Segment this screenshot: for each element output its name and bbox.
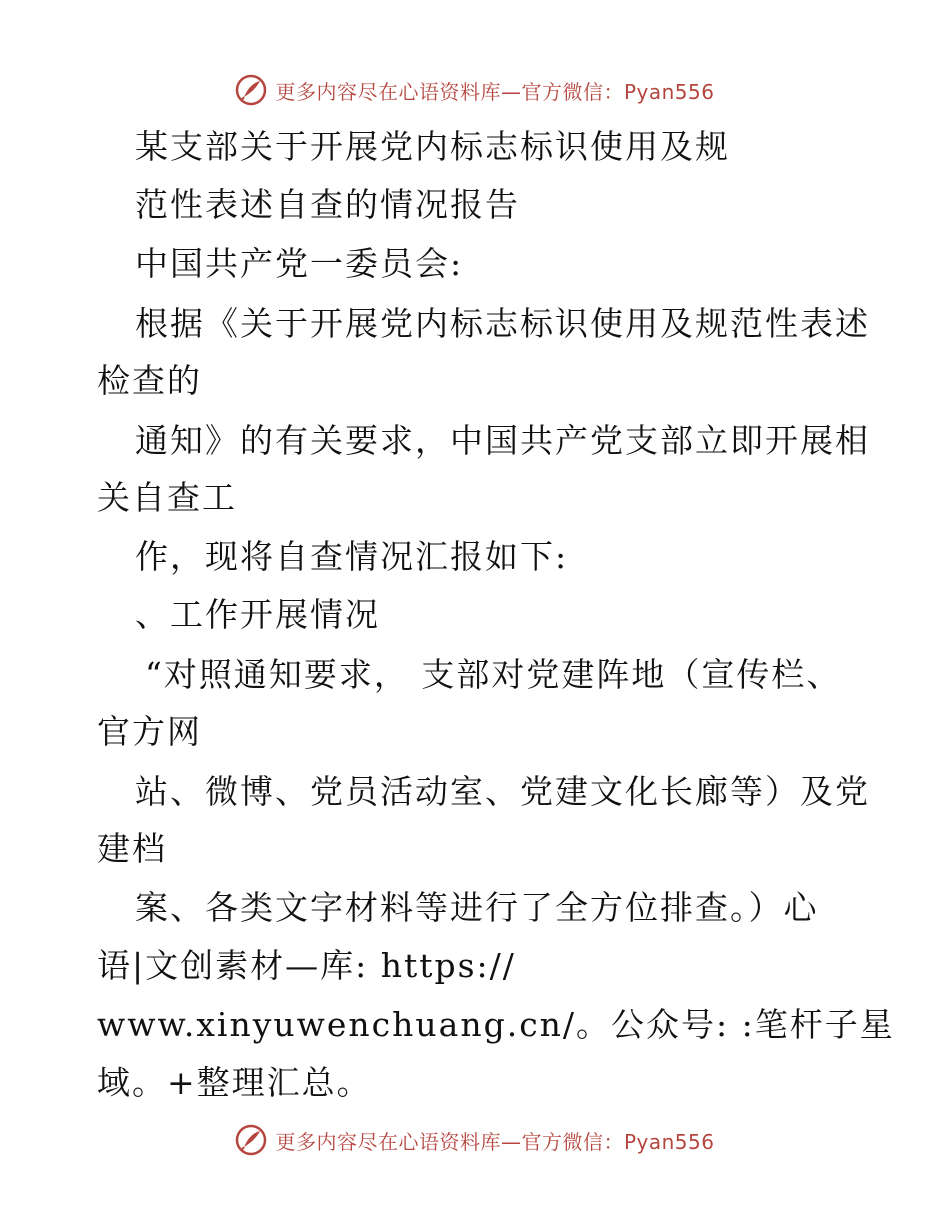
document-title-line-1: 某支部关于开展党内标志标识使用及规 — [135, 127, 730, 166]
quill-pen-logo-icon — [235, 1124, 267, 1156]
paragraph-line: 站、微博、党员活动室、党建文化长廊等）及党 — [135, 772, 870, 811]
paragraph-line: 检查的 — [97, 361, 202, 400]
paragraph-line: 根据《关于开展党内标志标识使用及规范性表述 — [135, 304, 870, 343]
footer-banner — [0, 1120, 950, 1160]
paragraph-line: “对照通知要求， 支部对党建阵地（宣传栏、 — [145, 655, 842, 694]
document-addressee: 中国共产党一委员会: — [135, 244, 464, 283]
paragraph-line: 关自查工 — [97, 478, 237, 517]
paragraph-line: 作，现将自查情况汇报如下: — [135, 537, 569, 576]
document-title-line-2: 范性表述自查的情况报告 — [135, 185, 520, 224]
paragraph-line: 域。+整理汇总。 — [97, 1063, 372, 1102]
paragraph-line: 案、各类文字材料等进行了全方位排查。）心 — [135, 888, 819, 927]
paragraph-line: 官方网 — [97, 712, 202, 751]
paragraph-line: 通知》的有关要求，中国共产党支部立即开展相 — [135, 421, 870, 460]
header-banner-text: 更多内容尽在心语资料库—官方微信：Pyan556 — [275, 79, 715, 104]
footer-banner-text: 更多内容尽在心语资料库—官方微信：Pyan556 — [275, 1129, 715, 1154]
section-heading: 、工作开展情况 — [135, 595, 380, 634]
paragraph-line: 建档 — [97, 829, 167, 868]
paragraph-line: 语|文创素材—库: https:// — [97, 946, 516, 985]
paragraph-line: www.xinyuwenchuang.cn/。公众号: :笔杆子星 — [97, 1005, 895, 1044]
